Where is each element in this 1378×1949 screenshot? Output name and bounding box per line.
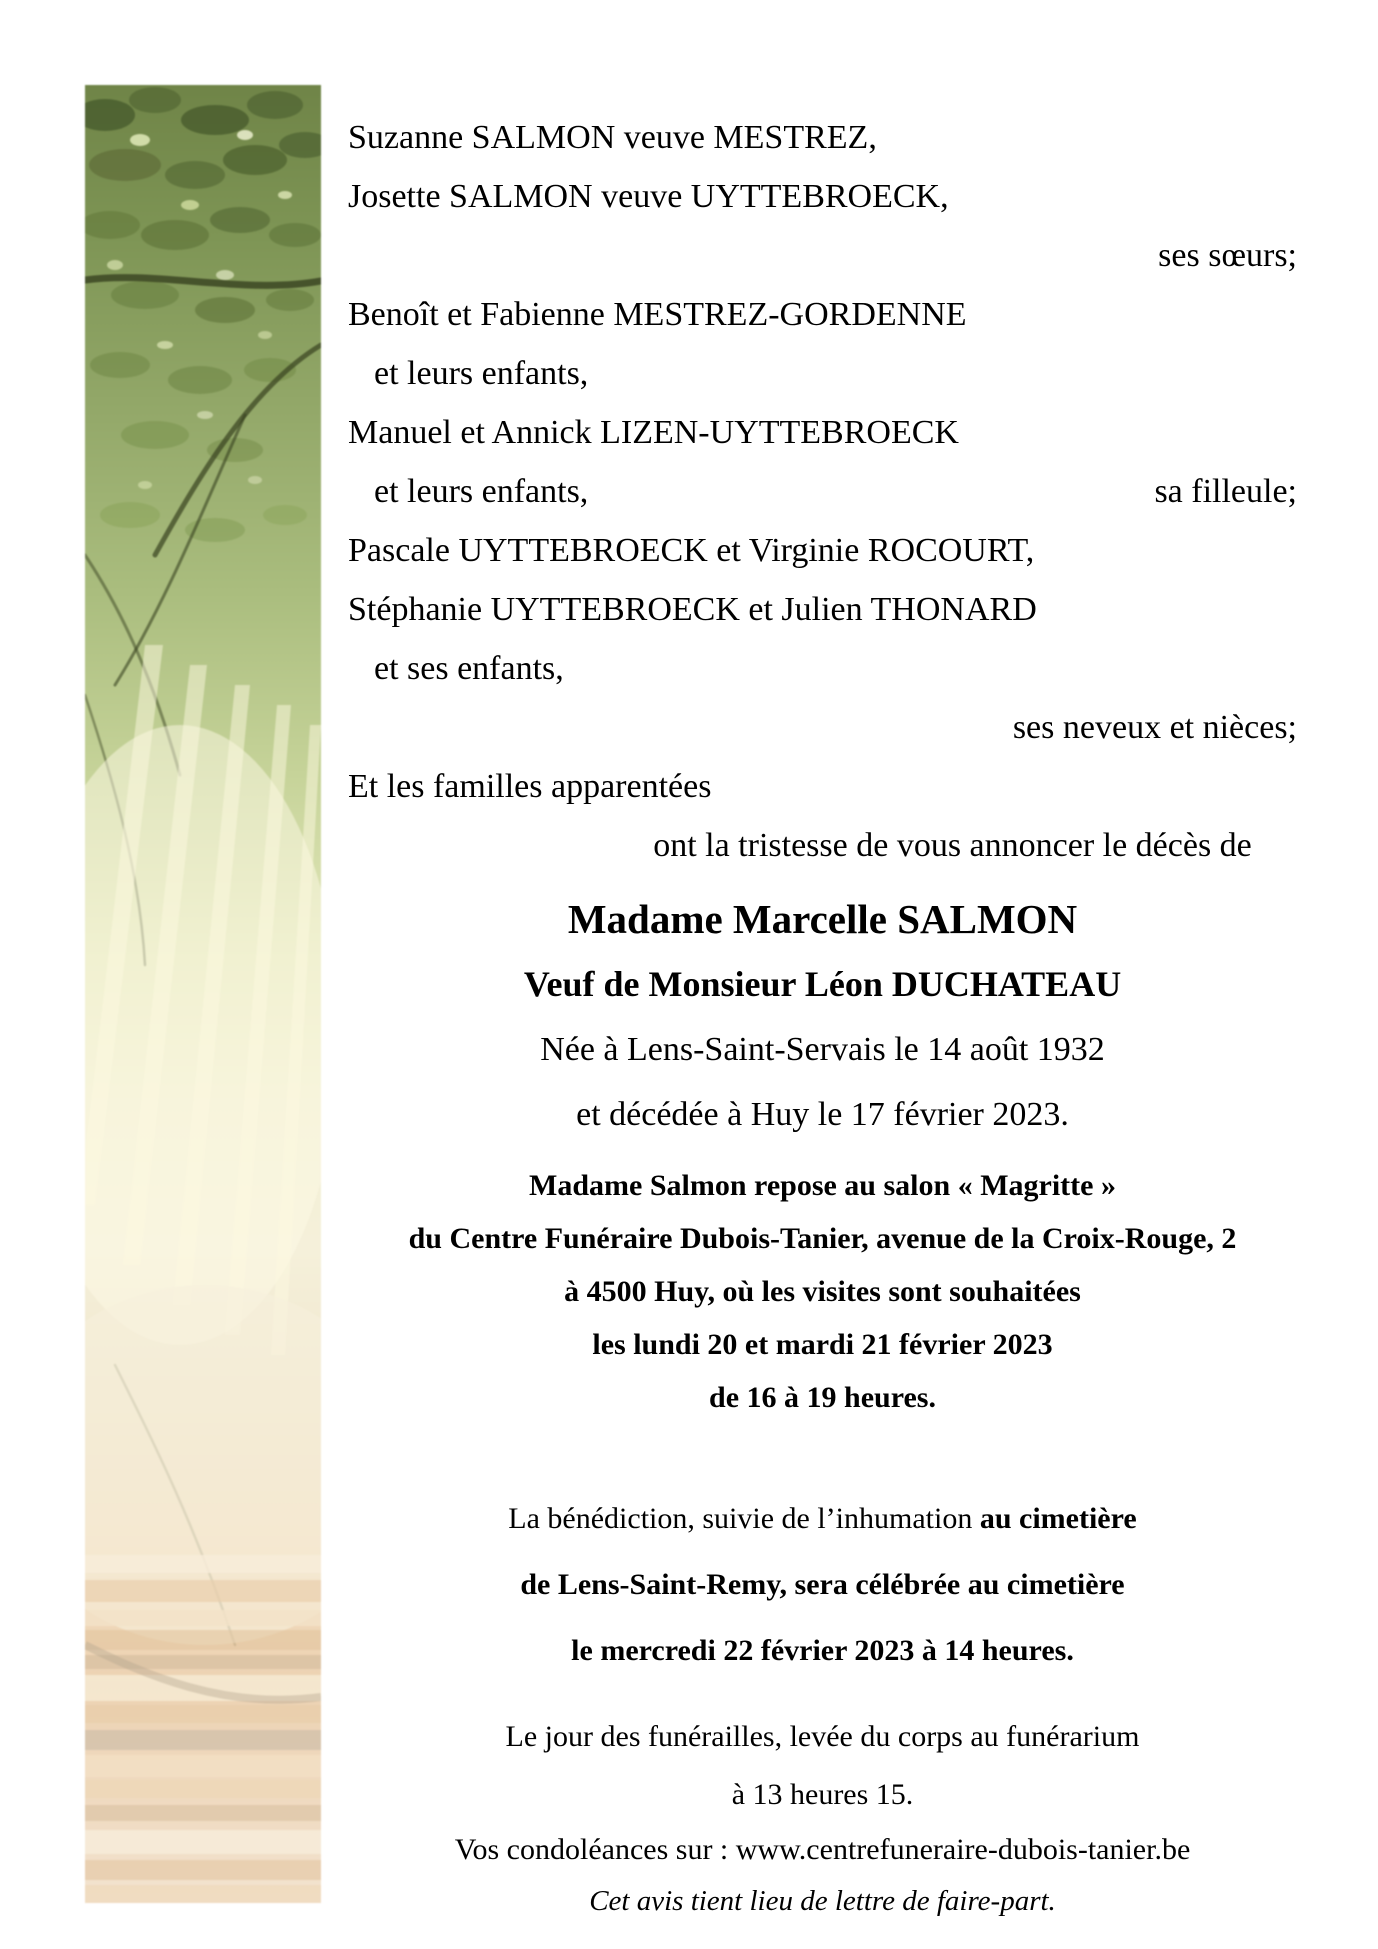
relative-line-benoit: Benoît et Fabienne MESTREZ-GORDENNE (348, 296, 967, 333)
deceased-widow-line: Veuf de Monsieur Léon DUCHATEAU (523, 964, 1122, 1004)
goddaughter-label: sa filleule; (1154, 473, 1297, 510)
ceremony-line-2: de Lens-Saint-Remy, sera célébrée au cimetière (520, 1568, 1125, 1601)
relative-line-josette: Josette SALMON veuve UYTTEBROECK, (348, 178, 949, 215)
relative-line-suzanne: Suzanne SALMON veuve MESTREZ, (348, 119, 877, 156)
ceremony-line-1 (348, 1501, 1297, 1537)
relative-line-manuel: Manuel et Annick LIZEN-UYTTEBROECK (348, 414, 959, 451)
visitation-line-5: de 16 à 19 heures. (709, 1381, 936, 1414)
manuel-children-text: et leurs enfants, (374, 473, 589, 510)
forest-path-photo (85, 85, 321, 1903)
visitation-line-4: les lundi 20 et mardi 21 février 2023 (592, 1328, 1053, 1361)
ceremony-line-3: le mercredi 22 février 2023 à 14 heures. (571, 1634, 1074, 1667)
nephews-nieces-label: ses neveux et nièces; (1012, 709, 1297, 746)
benoit-children-line: et leurs enfants, (374, 355, 589, 392)
deceased-name: Madame Marcelle SALMON (567, 896, 1078, 942)
relative-line-stephanie: Stéphanie UYTTEBROECK et Julien THONARD (348, 591, 1037, 628)
manuel-children-and-goddaughter-line (348, 472, 1297, 513)
forest-path-illustration (85, 85, 321, 1903)
visitation-line-1: Madame Salmon repose au salon « Magritte » (529, 1169, 1116, 1202)
closing-line: Cet avis tient lieu de lettre de faire-part. (589, 1885, 1056, 1917)
deceased-died-line: et décédée à Huy le 17 février 2023. (576, 1096, 1069, 1133)
funeral-day-line-2: à 13 heures 15. (731, 1778, 914, 1811)
condolences-line: Vos condoléances sur : www.centrefuneraire-dubois-tanier.be (454, 1833, 1191, 1866)
funeral-day-line-1: Le jour des funérailles, levée du corps au funérarium (505, 1720, 1140, 1753)
sisters-label: ses sœurs; (1158, 237, 1297, 274)
ceremony-line-1-regular: La bénédiction, suivie de l’inhumation (508, 1502, 973, 1535)
visitation-line-3: à 4500 Huy, où les visites sont souhaitées (564, 1275, 1081, 1308)
deceased-born-line: Née à Lens-Saint-Servais le 14 août 1932 (540, 1031, 1105, 1068)
ceremony-line-1-bold: au cimetière (972, 1502, 1137, 1535)
relative-line-pascale: Pascale UYTTEBROECK et Virginie ROCOURT, (348, 532, 1035, 569)
stephanie-children-line: et ses enfants, (374, 650, 564, 687)
related-families-line: Et les familles apparentées (348, 768, 712, 805)
announcement-intro-line: ont la tristesse de vous annoncer le décès de (653, 827, 1252, 864)
visitation-line-2: du Centre Funéraire Dubois-Tanier, avenue de la Croix-Rouge, 2 (408, 1222, 1237, 1255)
